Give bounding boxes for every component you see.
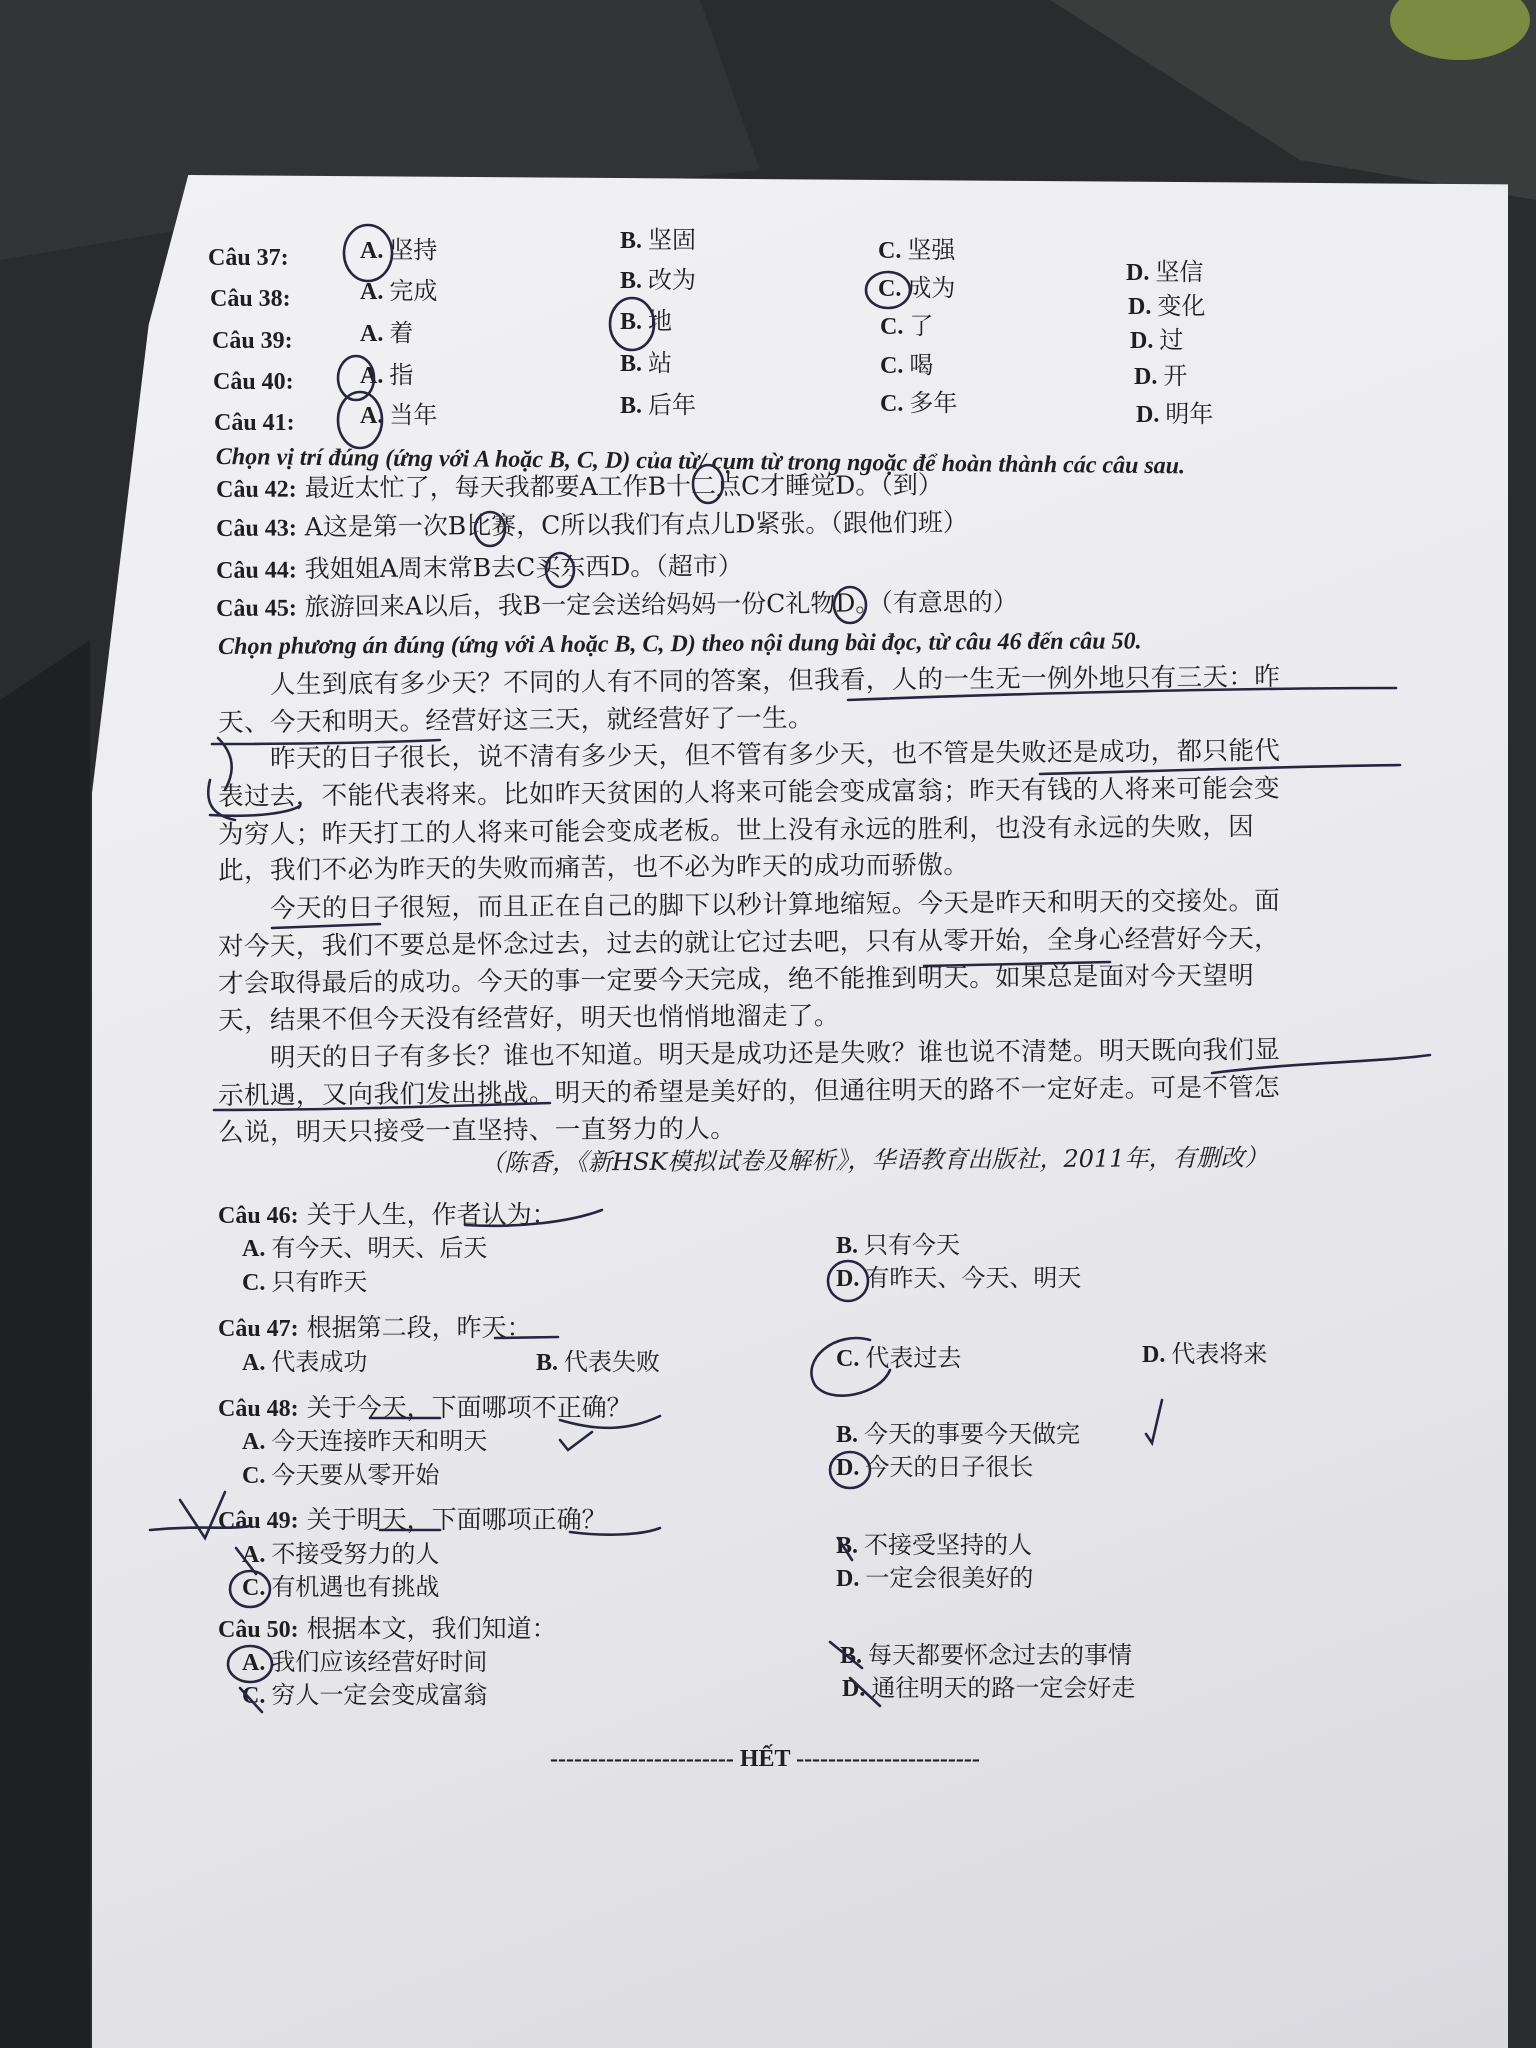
question-number: Câu 38: (210, 286, 291, 312)
passage-line: 天、今天和明天。经营好这三天，就经营好了一生。 (218, 703, 814, 738)
instruction-placement: Chọn vị trí đúng (ứng với A hoặc B, C, D) của từ/ cụm từ trong ngoặc để hoàn thành các câu sau. (215, 443, 1186, 480)
option-d: D. 过 (1130, 326, 1184, 354)
passage-line: 么说，明天只接受一直坚持、一直努力的人。 (218, 1113, 737, 1148)
passage-line: 人生到底有多少天？不同的人有不同的答案，但我看，人的一生无一例外地只有三天：昨 (270, 662, 1281, 700)
question-stem: Câu 46: 关于人生，作者认为： (218, 1200, 557, 1229)
question-number: Câu 44: (216, 557, 297, 584)
option-a: A. 当年 (360, 401, 438, 429)
passage-line: 示机遇，又向我们发出挑战。明天的希望是美好的，但通往明天的路不一定好走。可是不管怎 (218, 1072, 1281, 1111)
placement-45 (216, 587, 1018, 624)
question-number: Câu 39: (212, 328, 293, 354)
option-c: C. 代表过去 (836, 1344, 962, 1372)
option-b: B. 代表失败 (536, 1348, 661, 1376)
option-b: B. 地 (620, 307, 673, 335)
passage-line: 今天的日子很短，而且正在自己的脚下以秒计算地缩短。今天是昨天和明天的交接处。面 (270, 886, 1281, 924)
question-text: 我姐姐A周末常B去C买东西D。（超市） (304, 551, 743, 584)
instruction-reading: Chọn phương án đúng (ứng với A hoặc B, C, D) theo nội dung bài đọc, từ câu 46 đến câu 50. (218, 628, 1142, 660)
question-text: 旅游回来A以后，我B一定会送给妈妈一份C礼物D。（有意思的） (304, 587, 1018, 622)
option-c: C. 穷人一定会变成富翁 (242, 1681, 488, 1709)
option-b: B. 坚固 (620, 226, 697, 254)
option-b: B. 改为 (620, 266, 697, 294)
question-stem: Câu 47: 根据第二段，昨天： (218, 1313, 532, 1342)
question-number: Câu 41: (214, 410, 295, 436)
end-marker: ----------------------- HẾT ----------------------- (550, 1746, 980, 1772)
option-b: B. 后年 (620, 391, 697, 419)
option-d: D. 今天的日子很长 (836, 1453, 1034, 1481)
option-b: B. 只有今天 (836, 1231, 961, 1259)
question-number: Câu 37: (208, 245, 289, 271)
passage-line: 为穷人；昨天打工的人将来可能会变成老板。世上没有永远的胜利，也没有永远的失败，因 (218, 811, 1255, 850)
passage-line: 天，结果不但今天没有经营好，明天也悄悄地溜走了。 (218, 1001, 840, 1036)
option-d: D. 明年 (1136, 400, 1214, 428)
option-b: B. 今天的事要今天做完 (836, 1420, 1081, 1448)
option-a: A. 我们应该经营好时间 (242, 1648, 488, 1676)
option-b: B. 每天都要怀念过去的事情 (840, 1641, 1133, 1669)
placement-42 (216, 470, 943, 505)
passage-line: 对今天，我们不要总是怀念过去，过去的就让它过去吧，只有从零开始，全身心经营好今天， (218, 923, 1281, 962)
option-a: A. 着 (360, 319, 414, 347)
option-a: A. 完成 (360, 277, 438, 305)
option-d: D. 变化 (1128, 292, 1206, 320)
passage-line: 此，我们不必为昨天的失败而痛苦，也不必为昨天的成功而骄傲。 (218, 850, 970, 886)
question-text: 最近太忙了，每天我都要A工作B十二点C才睡觉D。（到） (304, 470, 943, 503)
option-c: C. 多年 (880, 389, 958, 417)
option-d: D. 通往明天的路一定会好走 (842, 1674, 1136, 1702)
question-number: Câu 40: (213, 369, 294, 395)
option-a: A. 代表成功 (242, 1348, 368, 1376)
option-d: D. 坚信 (1126, 258, 1204, 286)
question-number: Câu 45: (216, 595, 297, 622)
option-a: A. 坚持 (360, 236, 438, 264)
question-stem: Câu 49: 关于明天，下面哪项正确？ (218, 1505, 607, 1534)
option-c: C. 喝 (880, 351, 934, 379)
option-b: B. 不接受坚持的人 (836, 1531, 1033, 1559)
question-stem: Câu 50: 根据本文，我们知道： (218, 1614, 557, 1643)
citation: （陈香，《新HSK模拟试卷及解析》，华语教育出版社，2011年，有删改） (480, 1143, 1269, 1177)
question-stem: Câu 48: 关于今天，下面哪项不正确？ (218, 1393, 632, 1422)
option-c: C. 今天要从零开始 (242, 1461, 440, 1489)
option-c: C. 只有昨天 (242, 1268, 368, 1296)
question-text: A这是第一次B比赛，C所以我们有点儿D紧张。（跟他们班） (304, 507, 968, 542)
option-b: B. 站 (620, 349, 673, 377)
option-a: A. 今天连接昨天和明天 (242, 1427, 488, 1455)
option-a: A. 有今天、明天、后天 (242, 1234, 488, 1262)
option-d: D. 一定会很美好的 (836, 1564, 1034, 1592)
option-d: D. 开 (1134, 362, 1188, 390)
passage-line: 明天的日子有多长？谁也不知道。明天是成功还是失败？谁也说不清楚。明天既向我们显 (270, 1035, 1281, 1073)
question-number: Câu 43: (216, 515, 297, 542)
option-a: A. 指 (360, 361, 414, 389)
passage-line: 表过去，不能代表将来。比如昨天贫困的人将来可能会变成富翁；昨天有钱的人将来可能会变 (218, 773, 1281, 812)
passage-line: 昨天的日子很长，说不清有多少天，但不管有多少天，也不管是失败还是成功，都只能代 (270, 736, 1281, 774)
placement-43 (216, 508, 968, 544)
option-c: C. 了 (880, 312, 934, 340)
option-d: D. 有昨天、今天、明天 (836, 1264, 1082, 1292)
option-a: A. 不接受努力的人 (242, 1540, 440, 1568)
option-d: D. 代表将来 (1142, 1340, 1268, 1368)
placement-44 (216, 551, 743, 586)
option-c: C. 坚强 (878, 236, 956, 264)
option-c: C. 有机遇也有挑战 (242, 1573, 440, 1601)
question-number: Câu 42: (216, 476, 297, 503)
option-c: C. 成为 (878, 274, 956, 302)
passage-line: 才会取得最后的成功。今天的事一定要今天完成，绝不能推到明天。如果总是面对今天望明 (218, 960, 1255, 999)
